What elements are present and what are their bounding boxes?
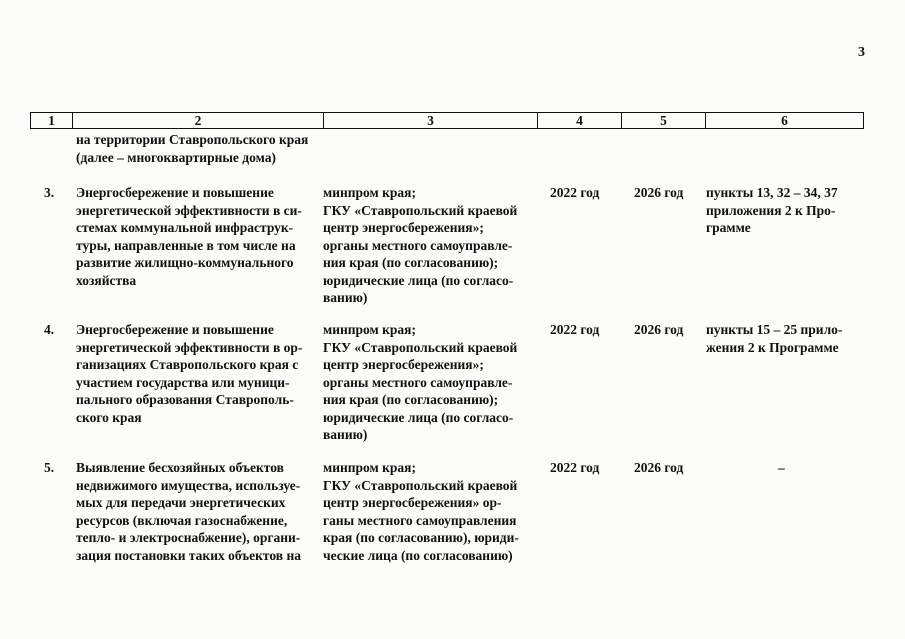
text-line: ванию): [323, 290, 368, 305]
text-line: приложения 2 к Про-: [706, 202, 836, 218]
header-col-3: 3: [324, 113, 538, 128]
text-line: энергетической эффективности в ор-: [76, 339, 303, 355]
row-3-description: [76, 184, 320, 289]
text-line: ресурсов (включая газоснабжение,: [76, 512, 288, 528]
text-line: органы местного самоуправле-: [323, 237, 513, 253]
text-line: ческие лица (по согласованию): [323, 547, 513, 563]
text-line: Энергосбережение и повышение: [76, 322, 274, 337]
text-line: ганы местного самоуправления: [323, 512, 517, 528]
text-line: мых для передачи энергетических: [76, 495, 286, 510]
text-line: юридические лица (по согласо-: [323, 409, 514, 425]
row-3-references: [706, 184, 862, 237]
row-5-executors: [323, 459, 533, 564]
text-line: зация постановки таких объектов на: [76, 547, 301, 563]
header-col-2: 2: [73, 113, 324, 128]
text-line: грамме: [706, 220, 751, 235]
text-line: ганизациях Ставропольского края с: [76, 357, 299, 372]
text-line: туры, направленные в том числе на: [76, 237, 296, 253]
row-4-end-year: 2026 год: [634, 322, 684, 337]
row-number: 3.: [44, 185, 55, 200]
row-number: 4.: [44, 322, 55, 337]
text-line: энергетической эффективности в си-: [76, 202, 302, 218]
text-line: минпром края;: [323, 185, 416, 200]
text-line: жения 2 к Программе: [706, 339, 839, 355]
row-3-executors: [323, 184, 533, 307]
text-line: пункты 15 – 25 прило-: [706, 322, 843, 337]
row-5-start-year: 2022 год: [550, 460, 600, 475]
text-line: юридические лица (по согласо-: [323, 272, 514, 288]
row-4-executors: [323, 321, 533, 444]
text-line: ГКУ «Ставропольский краевой: [323, 477, 518, 493]
row-5-end-year: 2026 год: [634, 460, 684, 475]
text-line: центр энергосбережения»;: [323, 220, 484, 235]
continuation-text: [76, 131, 320, 166]
text-line: пального образования Ставрополь-: [76, 392, 294, 407]
text-line: ния края (по согласованию);: [323, 255, 499, 270]
table-header: [30, 112, 864, 129]
text-line: ГКУ «Ставропольский краевой: [323, 202, 518, 218]
text-line: минпром края;: [323, 460, 416, 475]
text-line: (далее – многоквартирные дома): [76, 149, 276, 165]
row-3-start-year: 2022 год: [550, 185, 600, 200]
text-line: минпром края;: [323, 322, 416, 337]
text-line: центр энергосбережения»;: [323, 357, 484, 372]
row-3-end-year: 2026 год: [634, 185, 684, 200]
page-number: 3: [858, 45, 865, 60]
text-line: пункты 13, 32 – 34, 37: [706, 185, 838, 200]
row-4-start-year: 2022 год: [550, 322, 600, 337]
header-col-5: 5: [622, 113, 706, 128]
text-line: ского края: [76, 409, 142, 425]
text-line: органы местного самоуправле-: [323, 374, 513, 390]
text-line: участием государства или муници-: [76, 374, 290, 390]
text-line: центр энергосбережения» ор-: [323, 495, 502, 510]
text-line: ГКУ «Ставропольский краевой: [323, 339, 518, 355]
text-line: тепло- и электроснабжение), органи-: [76, 530, 301, 545]
row-number: 5.: [44, 460, 55, 475]
text-line: Энергосбережение и повышение: [76, 185, 274, 200]
text-line: хозяйства: [76, 272, 137, 288]
text-line: ния края (по согласованию);: [323, 392, 499, 407]
row-5-description: [76, 459, 320, 564]
text-line: развитие жилищно-коммунального: [76, 255, 294, 270]
row-5-references-dash: –: [778, 460, 785, 475]
text-line: недвижимого имущества, используе-: [76, 477, 301, 493]
text-line: ванию): [323, 427, 368, 442]
text-line: стемах коммунальной инфраструк-: [76, 220, 294, 235]
row-4-description: [76, 321, 320, 426]
header-col-4: 4: [538, 113, 622, 128]
header-col-6: 6: [781, 113, 788, 128]
header-col-1: 1: [31, 113, 73, 128]
row-4-references: [706, 321, 862, 356]
text-line: Выявление бесхозяйных объектов: [76, 460, 284, 475]
text-line: края (по согласованию), юриди-: [323, 530, 519, 545]
text-line: на территории Ставропольского края: [76, 132, 309, 147]
